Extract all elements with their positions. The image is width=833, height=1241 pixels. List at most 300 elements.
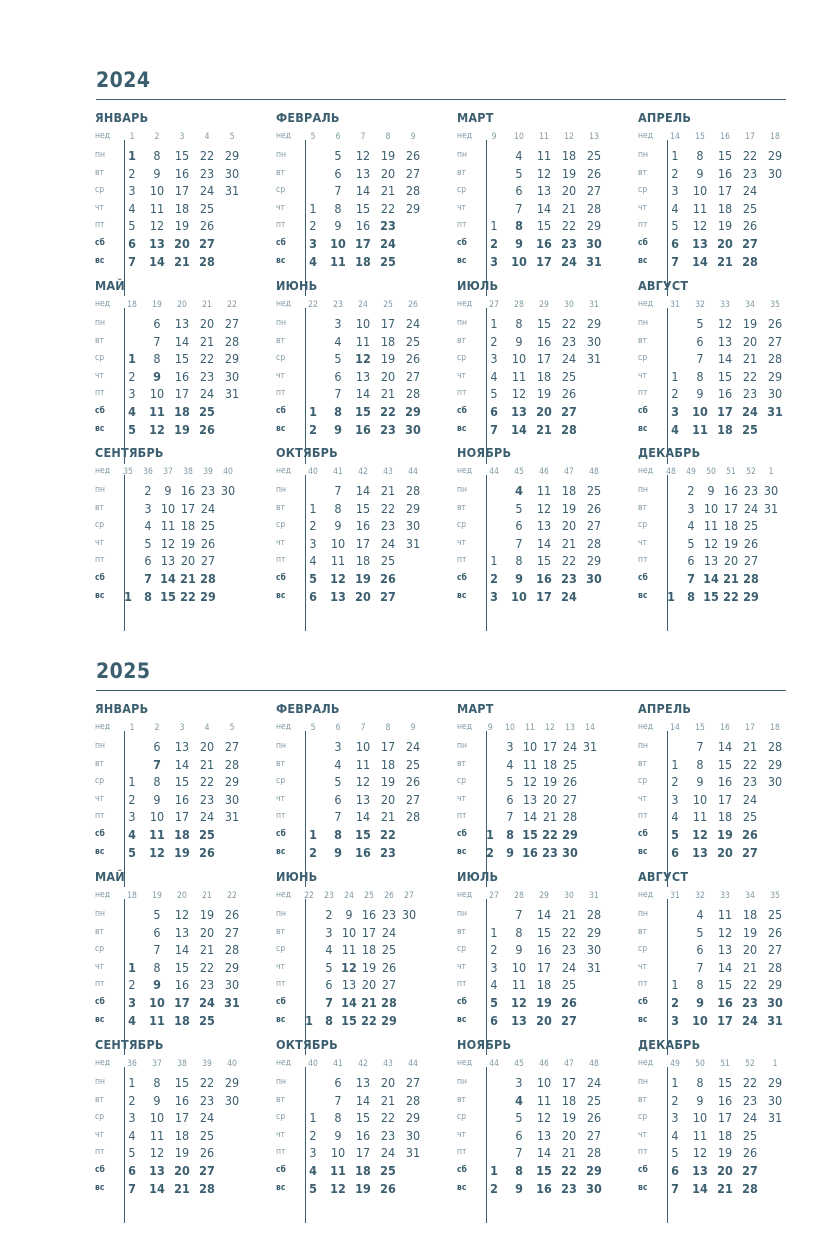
- day-cell: 29: [200, 588, 216, 604]
- day-cell: 17: [174, 183, 190, 199]
- weekday-label: сб: [95, 406, 105, 416]
- week-number: 47: [564, 1059, 574, 1069]
- day-cell: 15: [355, 404, 371, 419]
- divider-line: [667, 475, 668, 631]
- day-cell: 16: [717, 386, 733, 402]
- day-cell: 25: [405, 333, 421, 349]
- day-cell: 5: [515, 1110, 523, 1126]
- weekday-label: пн: [95, 909, 106, 919]
- day-cell: 26: [380, 1180, 396, 1196]
- day-cell: 10: [703, 500, 719, 516]
- day-cell: 1: [667, 588, 675, 604]
- day-cell: 11: [692, 200, 708, 216]
- day-cell: 12: [692, 1145, 708, 1161]
- day-cell: 13: [174, 924, 190, 940]
- weekday-label: ср: [276, 944, 286, 955]
- week-number: 38: [177, 1059, 187, 1069]
- day-cell: 8: [153, 351, 161, 367]
- day-cell: 21: [380, 183, 396, 199]
- week-number: 7: [360, 723, 366, 733]
- day-cell: 16: [355, 1127, 371, 1143]
- day-cell: 9: [515, 571, 523, 586]
- day-cell: 13: [355, 368, 371, 384]
- day-cell: 16: [717, 995, 733, 1010]
- weekday-label: вт: [276, 926, 285, 937]
- year-title: 2025: [96, 659, 151, 683]
- day-cell: 30: [405, 518, 421, 534]
- day-cell: 8: [515, 553, 523, 569]
- day-cell: 16: [174, 368, 190, 384]
- day-cell: 19: [536, 386, 552, 402]
- day-cell: 22: [561, 553, 577, 569]
- week-number: 14: [585, 723, 595, 733]
- day-cell: 10: [149, 386, 165, 402]
- day-cell: 17: [717, 1012, 733, 1028]
- weekday-label: сб: [457, 997, 467, 1007]
- day-cell: 31: [224, 809, 240, 825]
- day-cell: 4: [334, 333, 342, 349]
- day-cell: 19: [380, 148, 396, 163]
- day-cell: 14: [355, 483, 371, 498]
- day-cell: 11: [330, 553, 346, 569]
- day-cell: 16: [355, 518, 371, 534]
- week-number: 46: [539, 467, 549, 477]
- day-cell: 4: [309, 253, 317, 269]
- weekday-label: вс: [638, 846, 648, 857]
- day-cell: 20: [199, 739, 215, 754]
- day-cell: 10: [692, 183, 708, 199]
- day-cell: 16: [174, 1092, 190, 1108]
- day-cell: 7: [515, 200, 523, 216]
- week-number: 14: [670, 132, 680, 142]
- day-cell: 26: [199, 218, 215, 234]
- day-cell: 26: [562, 774, 578, 790]
- day-cell: 16: [717, 165, 733, 181]
- day-cell: 9: [696, 774, 704, 790]
- weekday-label: вс: [276, 423, 286, 434]
- day-cell: 25: [561, 368, 577, 384]
- day-cell: 17: [174, 809, 190, 825]
- weekday-label: вс: [95, 1182, 105, 1193]
- day-cell: 8: [334, 827, 342, 842]
- day-cell: 6: [334, 165, 342, 181]
- day-cell: 22: [361, 1012, 377, 1028]
- day-cell: 21: [174, 1180, 190, 1196]
- day-cell: 6: [153, 316, 161, 331]
- day-cell: 31: [582, 739, 598, 754]
- day-cell: 30: [562, 844, 578, 860]
- weekday-label: сб: [457, 1165, 467, 1175]
- day-cell: 26: [767, 316, 783, 331]
- week-number: 44: [408, 1059, 418, 1069]
- day-cell: 8: [687, 588, 695, 604]
- day-cell: 26: [742, 1145, 758, 1161]
- day-cell: 2: [687, 483, 695, 498]
- day-cell: 24: [199, 386, 215, 402]
- week-label: нед: [276, 466, 291, 476]
- day-cell: 19: [717, 827, 733, 842]
- weekday-label: ср: [457, 944, 467, 955]
- month-block: [95, 278, 270, 438]
- weekday-label: пт: [457, 388, 467, 399]
- day-cell: 20: [542, 791, 558, 807]
- day-cell: 19: [561, 1110, 577, 1126]
- day-cell: 17: [355, 535, 371, 551]
- day-cell: 27: [200, 553, 216, 569]
- weekday-label: чт: [95, 961, 104, 972]
- day-cell: 24: [199, 1110, 215, 1126]
- day-cell: 9: [515, 236, 523, 251]
- week-number: 2: [154, 132, 160, 142]
- weekday-label: вт: [95, 167, 104, 178]
- day-cell: 11: [536, 1092, 552, 1108]
- day-cell: 18: [380, 756, 396, 772]
- day-cell: 1: [309, 827, 317, 842]
- day-cell: 3: [687, 500, 695, 516]
- day-cell: 4: [325, 942, 333, 958]
- weekday-label: вс: [276, 590, 286, 601]
- day-cell: 15: [717, 756, 733, 772]
- day-cell: 8: [515, 316, 523, 331]
- day-cell: 22: [199, 774, 215, 790]
- week-label: нед: [276, 299, 291, 309]
- day-cell: 3: [128, 995, 136, 1010]
- week-number: 14: [670, 723, 680, 733]
- day-cell: 23: [742, 386, 758, 402]
- day-cell: 5: [515, 165, 523, 181]
- day-cell: 19: [742, 924, 758, 940]
- day-cell: 26: [767, 924, 783, 940]
- weekday-label: вт: [638, 1094, 647, 1105]
- weekday-label: ср: [457, 185, 467, 196]
- day-cell: 16: [361, 907, 377, 922]
- week-number: 28: [514, 891, 524, 901]
- week-number: 1: [129, 132, 135, 142]
- day-cell: 16: [536, 236, 552, 251]
- weekday-label: сб: [457, 573, 467, 583]
- day-cell: 17: [561, 1075, 577, 1090]
- month-block: [276, 445, 451, 605]
- day-cell: 21: [717, 253, 733, 269]
- day-cell: 21: [536, 421, 552, 437]
- weekday-label: ср: [457, 1112, 467, 1123]
- day-cell: 5: [325, 959, 333, 975]
- week-number: 35: [770, 891, 780, 901]
- weekday-label: пн: [457, 485, 468, 495]
- weekday-label: пт: [638, 811, 648, 822]
- day-cell: 19: [361, 959, 377, 975]
- day-cell: 4: [309, 1163, 317, 1178]
- weekday-label: ср: [276, 185, 286, 196]
- day-cell: 30: [586, 571, 602, 586]
- day-cell: 30: [401, 907, 417, 922]
- day-cell: 5: [128, 844, 136, 860]
- day-cell: 31: [763, 500, 779, 516]
- weekday-label: сб: [95, 1165, 105, 1175]
- day-cell: 3: [490, 588, 498, 604]
- day-cell: 2: [128, 1092, 136, 1108]
- day-cell: 7: [153, 942, 161, 958]
- day-cell: 24: [405, 316, 421, 331]
- week-number: 34: [745, 300, 755, 310]
- day-cell: 20: [380, 791, 396, 807]
- weekday-label: чт: [638, 1129, 647, 1140]
- day-cell: 16: [536, 333, 552, 349]
- day-cell: 4: [506, 756, 514, 772]
- day-cell: 25: [561, 977, 577, 993]
- day-cell: 15: [717, 368, 733, 384]
- day-cell: 20: [180, 553, 196, 569]
- day-cell: 28: [743, 571, 759, 586]
- day-cell: 5: [506, 774, 514, 790]
- day-cell: 16: [717, 774, 733, 790]
- week-label: нед: [95, 131, 110, 141]
- weekday-label: пт: [457, 555, 467, 566]
- week-number: 5: [229, 132, 235, 142]
- day-cell: 1: [128, 351, 136, 367]
- day-cell: 20: [174, 1163, 190, 1178]
- week-number: 30: [564, 300, 574, 310]
- weekday-label: пт: [276, 220, 286, 231]
- day-cell: 17: [174, 386, 190, 402]
- day-cell: 28: [767, 959, 783, 975]
- day-cell: 20: [742, 942, 758, 958]
- day-cell: 30: [767, 165, 783, 181]
- month-block: [638, 701, 813, 861]
- day-cell: 6: [490, 1012, 498, 1028]
- weekday-label: пт: [457, 1147, 467, 1158]
- weekday-label: сб: [95, 997, 105, 1007]
- weekday-label: вт: [638, 167, 647, 178]
- day-cell: 27: [586, 183, 602, 199]
- day-cell: 22: [199, 959, 215, 975]
- day-cell: 5: [153, 907, 161, 922]
- weekday-label: пн: [95, 741, 106, 751]
- week-number: 23: [333, 300, 343, 310]
- day-cell: 24: [742, 404, 758, 419]
- week-label: нед: [457, 722, 472, 732]
- week-number: 1: [768, 467, 774, 477]
- day-cell: 29: [224, 774, 240, 790]
- day-cell: 19: [174, 844, 190, 860]
- day-cell: 13: [160, 553, 176, 569]
- week-label: нед: [276, 722, 291, 732]
- day-cell: 2: [325, 907, 333, 922]
- day-cell: 23: [561, 333, 577, 349]
- day-cell: 19: [380, 774, 396, 790]
- day-cell: 9: [696, 1092, 704, 1108]
- day-cell: 23: [561, 1180, 577, 1196]
- weekday-label: вт: [638, 502, 647, 513]
- day-cell: 16: [174, 791, 190, 807]
- day-cell: 4: [490, 977, 498, 993]
- day-cell: 29: [743, 588, 759, 604]
- day-cell: 21: [542, 809, 558, 825]
- day-cell: 25: [380, 553, 396, 569]
- weekday-label: вт: [457, 502, 466, 513]
- day-cell: 27: [767, 333, 783, 349]
- day-cell: 29: [405, 200, 421, 216]
- weekday-label: вт: [457, 167, 466, 178]
- day-cell: 10: [692, 1110, 708, 1126]
- day-cell: 8: [144, 588, 152, 604]
- day-cell: 4: [687, 518, 695, 534]
- day-cell: 24: [561, 351, 577, 367]
- day-cell: 1: [486, 827, 494, 842]
- week-number: 40: [308, 467, 318, 477]
- day-cell: 27: [199, 1163, 215, 1178]
- day-cell: 6: [506, 791, 514, 807]
- day-cell: 14: [160, 571, 176, 586]
- day-cell: 12: [511, 386, 527, 402]
- day-cell: 3: [671, 183, 679, 199]
- week-number: 31: [670, 891, 680, 901]
- month-block: [638, 110, 813, 270]
- day-cell: 28: [586, 907, 602, 922]
- weekday-label: чт: [638, 537, 647, 548]
- weekday-label: чт: [638, 793, 647, 804]
- day-cell: 30: [220, 483, 236, 498]
- day-cell: 14: [355, 183, 371, 199]
- week-number: 48: [589, 1059, 599, 1069]
- day-cell: 11: [330, 1163, 346, 1178]
- day-cell: 28: [405, 483, 421, 498]
- weekday-label: пн: [457, 150, 468, 160]
- day-cell: 23: [561, 236, 577, 251]
- day-cell: 23: [380, 421, 396, 437]
- day-cell: 20: [380, 368, 396, 384]
- day-cell: 15: [355, 500, 371, 516]
- day-cell: 11: [149, 1127, 165, 1143]
- day-cell: 31: [405, 535, 421, 551]
- weekday-label: пт: [457, 979, 467, 990]
- week-number: 8: [385, 723, 391, 733]
- weekday-label: ср: [95, 185, 105, 196]
- week-label: нед: [457, 466, 472, 476]
- day-cell: 9: [334, 1127, 342, 1143]
- day-cell: 23: [561, 942, 577, 958]
- day-cell: 10: [160, 500, 176, 516]
- day-cell: 7: [334, 386, 342, 402]
- month-block: [457, 278, 632, 438]
- day-cell: 18: [742, 907, 758, 922]
- weekday-label: сб: [457, 406, 467, 416]
- weekday-label: ср: [457, 776, 467, 787]
- day-cell: 17: [542, 739, 558, 754]
- week-number: 11: [539, 132, 549, 142]
- day-cell: 11: [536, 483, 552, 498]
- day-cell: 19: [742, 316, 758, 331]
- day-cell: 14: [174, 333, 190, 349]
- weekday-label: пн: [638, 1077, 649, 1087]
- month-block: [457, 445, 632, 605]
- month-name: ИЮЛЬ: [457, 278, 499, 293]
- day-cell: 14: [536, 535, 552, 551]
- day-cell: 4: [144, 518, 152, 534]
- day-cell: 2: [309, 421, 317, 437]
- day-cell: 1: [671, 756, 679, 772]
- day-cell: 9: [506, 844, 514, 860]
- day-cell: 2: [309, 518, 317, 534]
- weekday-label: вс: [95, 255, 105, 266]
- day-cell: 23: [380, 518, 396, 534]
- day-cell: 19: [180, 535, 196, 551]
- day-cell: 31: [767, 1110, 783, 1126]
- day-cell: 6: [671, 236, 679, 251]
- day-cell: 12: [355, 148, 371, 163]
- week-label: нед: [276, 1058, 291, 1068]
- day-cell: 29: [405, 404, 421, 419]
- week-number: 22: [227, 891, 237, 901]
- day-cell: 29: [767, 1075, 783, 1090]
- day-cell: 27: [586, 518, 602, 534]
- day-cell: 27: [199, 236, 215, 251]
- weekday-label: вт: [638, 758, 647, 769]
- day-cell: 21: [380, 1092, 396, 1108]
- day-cell: 12: [330, 1180, 346, 1196]
- weekday-label: пт: [276, 388, 286, 399]
- day-cell: 17: [355, 236, 371, 251]
- weekday-label: чт: [95, 537, 104, 548]
- day-cell: 8: [515, 218, 523, 234]
- day-cell: 8: [153, 1075, 161, 1090]
- day-cell: 28: [199, 1180, 215, 1196]
- day-cell: 8: [153, 774, 161, 790]
- day-cell: 25: [743, 518, 759, 534]
- day-cell: 22: [380, 200, 396, 216]
- day-cell: 18: [717, 200, 733, 216]
- day-cell: 27: [224, 316, 240, 331]
- day-cell: 23: [380, 1127, 396, 1143]
- day-cell: 9: [515, 942, 523, 958]
- day-cell: 10: [355, 739, 371, 754]
- week-number: 40: [308, 1059, 318, 1069]
- divider-line: [124, 475, 125, 631]
- weekday-label: пн: [638, 318, 649, 328]
- day-cell: 23: [742, 774, 758, 790]
- week-number: 36: [143, 467, 153, 477]
- week-number: 19: [152, 891, 162, 901]
- weekday-label: чт: [457, 370, 466, 381]
- month-block: [638, 869, 813, 1029]
- day-cell: 4: [128, 1127, 136, 1143]
- day-cell: 25: [199, 1127, 215, 1143]
- day-cell: 18: [355, 253, 371, 269]
- week-number: 48: [589, 467, 599, 477]
- day-cell: 28: [224, 942, 240, 958]
- week-number: 23: [324, 891, 334, 901]
- day-cell: 8: [153, 148, 161, 163]
- week-label: нед: [95, 890, 110, 900]
- weekday-label: пн: [457, 909, 468, 919]
- weekday-label: чт: [95, 793, 104, 804]
- day-cell: 29: [586, 1163, 602, 1178]
- week-number: 48: [666, 467, 676, 477]
- day-cell: 12: [355, 774, 371, 790]
- day-cell: 17: [536, 253, 552, 269]
- week-label: нед: [95, 722, 110, 732]
- day-cell: 5: [696, 924, 704, 940]
- weekday-label: пт: [638, 388, 648, 399]
- week-number: 41: [333, 467, 343, 477]
- weekday-label: сб: [95, 573, 105, 583]
- day-cell: 10: [511, 959, 527, 975]
- day-cell: 21: [199, 333, 215, 349]
- day-cell: 22: [380, 404, 396, 419]
- day-cell: 24: [742, 183, 758, 199]
- day-cell: 21: [742, 959, 758, 975]
- weekday-label: чт: [276, 1129, 285, 1140]
